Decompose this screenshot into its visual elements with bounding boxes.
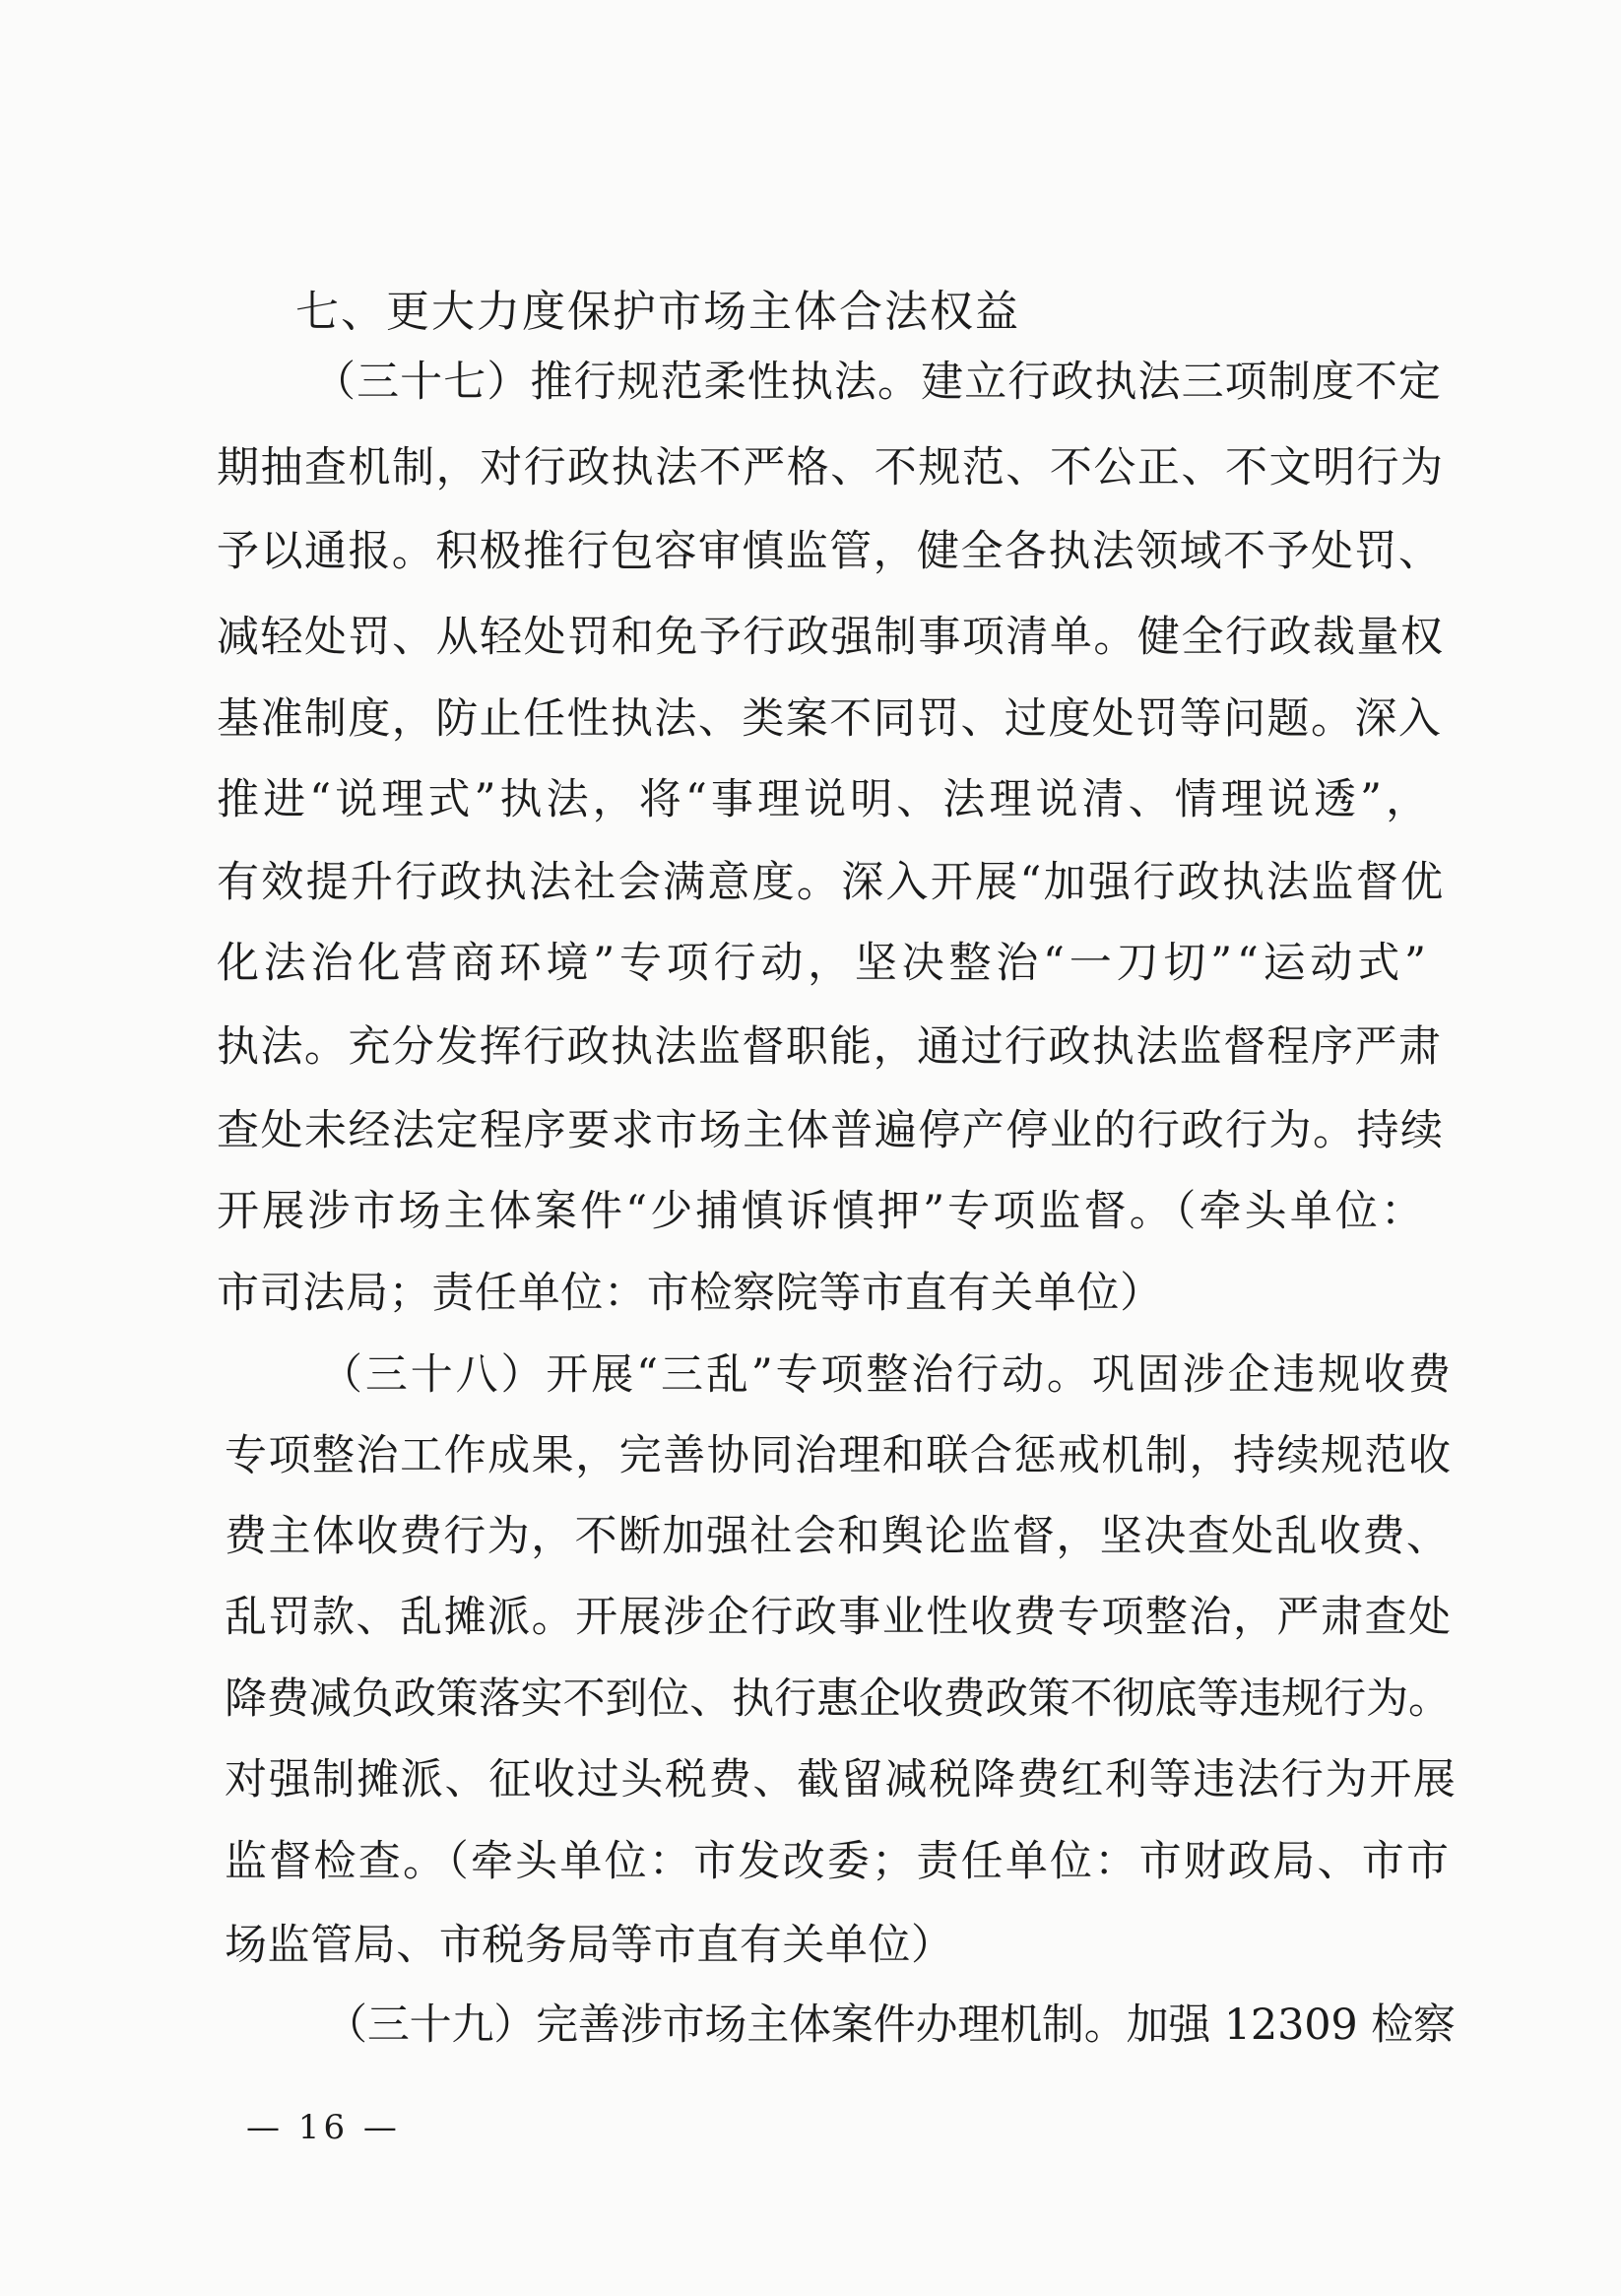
paragraph-1-line: 开展涉市场主体案件“少捕慎诉慎押”专项监督。（牵头单位：	[217, 1187, 1427, 1236]
paragraph-2-line: 对强制摊派、征收过头税费、截留减税降费红利等违法行为开展	[225, 1755, 1458, 1804]
paragraph-2-line: 监督检查。（牵头单位：市发改委；责任单位：市财政局、市市	[225, 1837, 1452, 1886]
paragraph-2-line: 乱罚款、乱摊派。开展涉企行政事业性收费专项整治，严肃查处	[225, 1593, 1453, 1642]
paragraph-2-line: 降费减负政策落实不到位、执行惠企收费政策不彻底等违规行为。	[225, 1674, 1451, 1724]
paragraph-1-line: （三十七）推行规范柔性执法。建立行政执法三项制度不定	[313, 358, 1443, 407]
paragraph-1-line: 市司法局；责任单位：市检察院等市直有关单位）	[217, 1269, 1163, 1318]
paragraph-1-line: 执法。充分发挥行政执法监督职能，通过行政执法监督程序严肃	[217, 1022, 1443, 1072]
paragraph-2-line: 专项整治工作成果，完善协同治理和联合惩戒机制，持续规范收	[225, 1431, 1453, 1480]
paragraph-2-line: 费主体收费行为，不断加强社会和舆论监督，坚决查处乱收费、	[225, 1512, 1451, 1561]
section-heading: 七、更大力度保护市场主体合法权益	[295, 287, 1020, 337]
paragraph-1-line: 期抽查机制，对行政执法不严格、不规范、不公正、不文明行为	[217, 443, 1445, 492]
paragraph-1-line: 推进“说理式”执法，将“事理说明、法理说清、情理说透”，	[217, 775, 1433, 824]
paragraph-2-line: （三十八）开展“三乱”专项整治行动。巩固涉企违规收费	[320, 1350, 1454, 1400]
paragraph-1-line: 化法治化营商环境”专项行动，坚决整治“一刀切”“运动式”	[217, 939, 1431, 988]
paragraph-1-line: 减轻处罚、从轻处罚和免予行政强制事项清单。健全行政裁量权	[217, 613, 1445, 662]
paragraph-1-line: 基准制度，防止任性执法、类案不同罚、过度处罚等问题。深入	[217, 694, 1443, 744]
paragraph-2-line: 场监管局、市税务局等市直有关单位）	[225, 1921, 954, 1970]
page-number: — 16 —	[246, 2108, 401, 2147]
paragraph-1-line: 查处未经法定程序要求市场主体普遍停产停业的行政行为。持续	[217, 1106, 1445, 1155]
paragraph-1-line: 有效提升行政执法社会满意度。深入开展“加强行政执法监督优	[217, 858, 1446, 907]
paragraph-3-line: （三十九）完善涉市场主体案件办理机制。加强 12309 检察	[325, 2001, 1456, 2050]
paragraph-1-line: 予以通报。积极推行包容审慎监管，健全各执法领域不予处罚、	[217, 527, 1443, 576]
